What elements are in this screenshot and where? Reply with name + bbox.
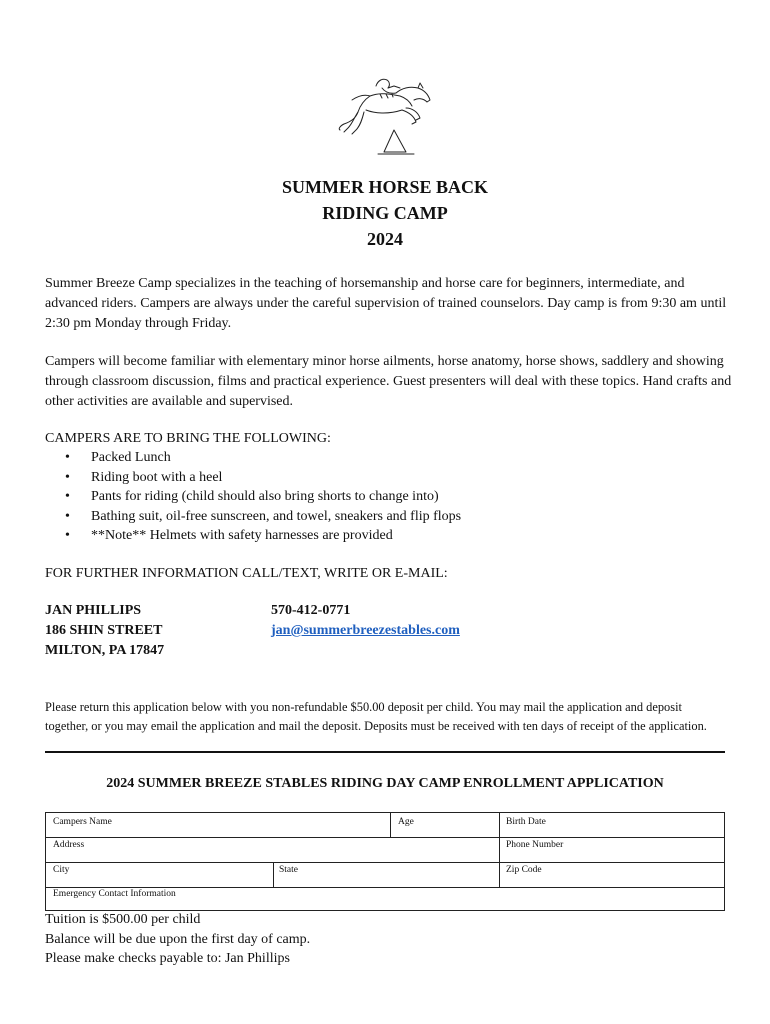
bullet-icon: • [65,508,70,524]
list-item: • **Note** Helmets with safety harnesses are provided [45,526,461,546]
campers-name-field[interactable]: Campers Name [53,817,112,827]
emergency-contact-field[interactable]: Emergency Contact Information [53,889,176,899]
contact-address [45,601,164,661]
zip-code-field[interactable]: Zip Code [506,865,542,875]
intro-paragraph-2: Campers will become familiar with elementary minor horse ailments, horse anatomy, horse shows, saddlery and showing through classroom discussion, films and practical experience. Guest presenters will deal with these topics. Hand crafts and other activities are available and supervised. [45,354,732,409]
title-line-2: RIDING CAMP [322,203,448,223]
form-col-divider [499,813,500,887]
bullet-icon: • [65,469,70,485]
form-row-divider [46,862,724,863]
birth-date-field[interactable]: Birth Date [506,817,546,827]
contact-email-link[interactable]: jan@summerbreezestables.com [271,623,460,638]
bullet-icon: • [65,450,70,465]
tuition-line-1: Tuition is $500.00 per child [45,912,201,927]
city-field[interactable]: City [53,865,70,875]
contact-phone: 570-412-0771 [271,603,351,618]
form-row-divider [46,837,724,838]
bring-list-heading: CAMPERS ARE TO BRING THE FOLLOWING: [45,431,331,446]
bullet-icon: • [65,528,70,544]
bring-list [45,448,461,546]
bullet-icon: • [65,489,70,505]
list-item: • Packed Lunch [45,448,461,468]
state-field[interactable]: State [279,865,298,875]
tuition-info [45,910,310,969]
age-field[interactable]: Age [398,817,414,827]
phone-number-field[interactable]: Phone Number [506,840,564,850]
address-field[interactable]: Address [53,840,85,850]
form-col-divider [390,813,391,837]
contact-street: 186 SHIN STREET [45,623,163,638]
list-item: • Pants for riding (child should also bring shorts to change into) [45,487,461,507]
contact-name: JAN PHILLIPS [45,603,142,618]
intro-paragraph-1: Summer Breeze Camp specializes in the teaching of horsemanship and horse care for beginners, intermediate, and advanced riders. Campers are always under the careful supervision of trained counselors. Day camp is from 9:30 am until 2:30 pm Monday through Friday. [45,276,727,331]
contact-city: MILTON, PA 17847 [45,643,165,658]
page-title [0,174,770,252]
tuition-line-2: Balance will be due upon the first day of camp. [45,931,311,947]
contact-heading: FOR FURTHER INFORMATION CALL/TEXT, WRITE OR E-MAIL: [45,566,448,581]
return-notice: Please return this application below with you non-refundable $50.00 deposit per child. You may mail the application and deposit together, or you may email the application and mail the deposit. Deposits must be received with ten days of receipt of the application. [45,700,707,733]
horse-jumping-icon [330,74,438,156]
enrollment-form [45,812,725,911]
title-line-1: SUMMER HORSE BACK [281,177,488,197]
list-item: • Bathing suit, oil-free sunscreen, and towel, sneakers and flip flops [45,507,461,527]
section-divider [45,751,725,753]
title-line-3: 2024 [367,229,403,249]
tuition-line-3: Please make checks payable to: Jan Phillips [45,951,290,966]
form-col-divider [273,862,274,887]
list-item: • Riding boot with a heel [45,468,461,488]
form-title: 2024 SUMMER BREEZE STABLES RIDING DAY CAMP ENROLLMENT APPLICATION [106,776,664,791]
contact-details [271,601,460,641]
